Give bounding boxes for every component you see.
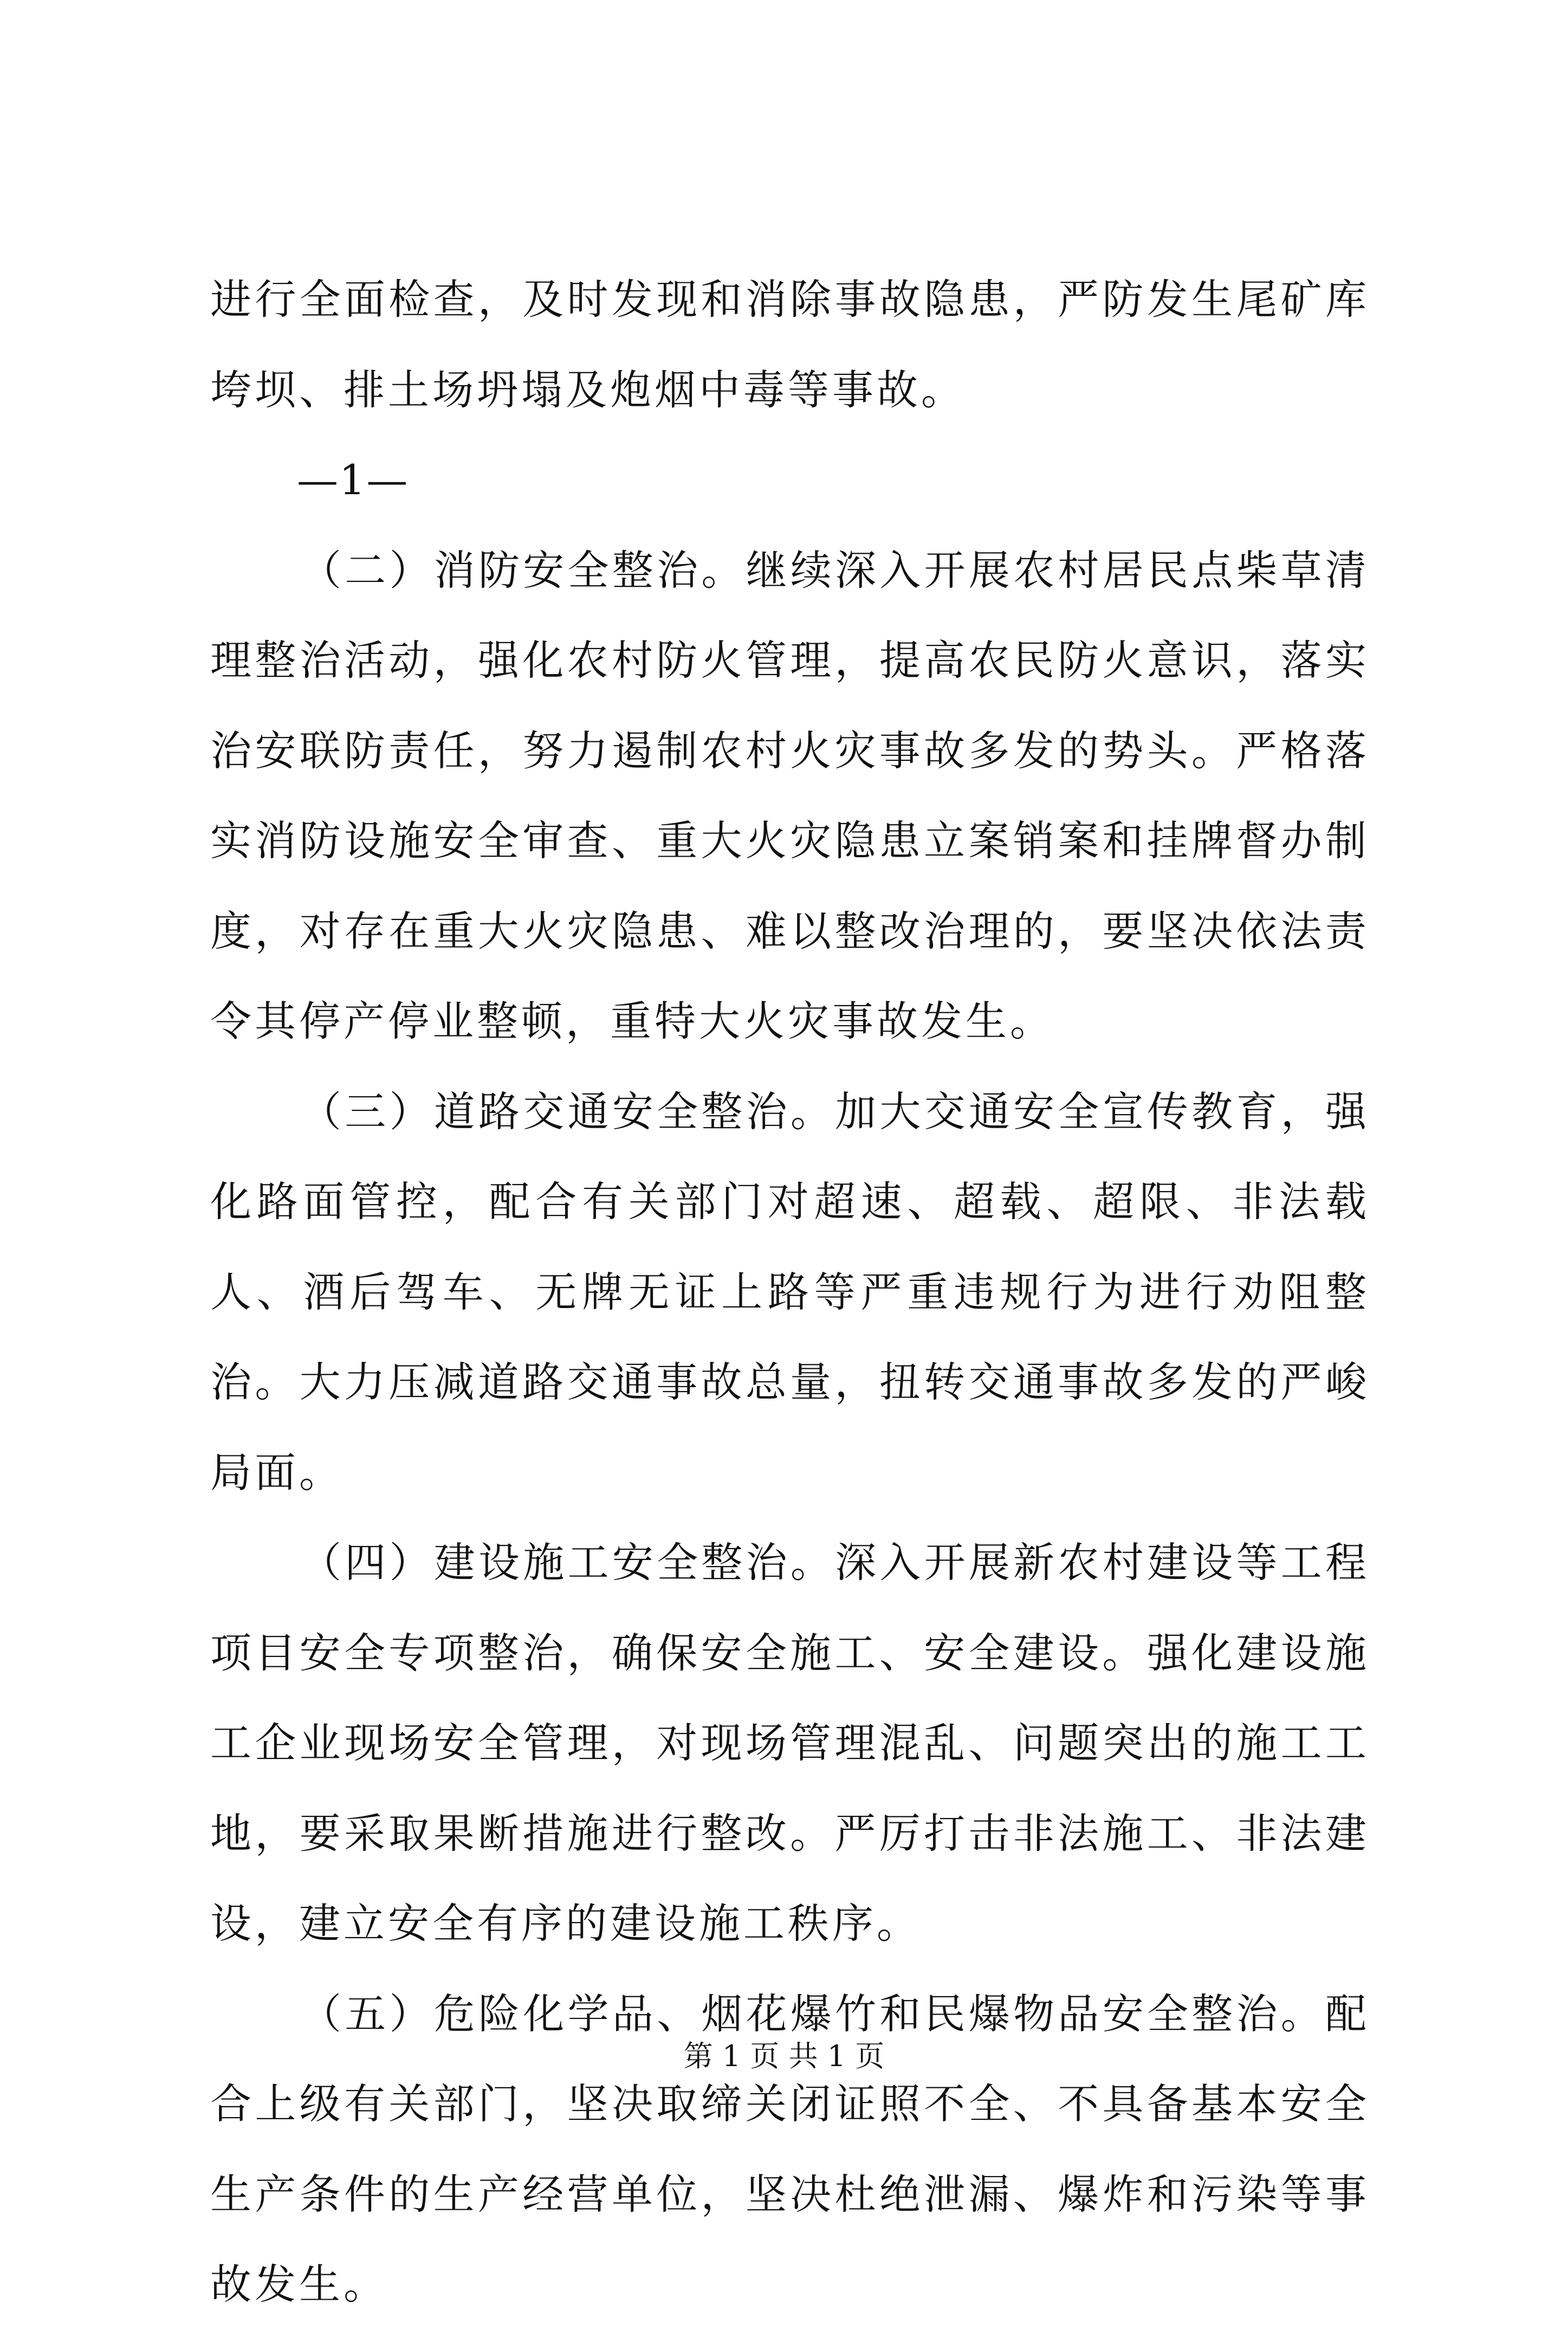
page-footer: 第 1 页 共 1 页 <box>683 2039 885 2073</box>
paragraph-hazardous-materials-safety: （五）危险化学品、烟花爆竹和民爆物品安全整治。配合上级有关部门，坚决取缔关闭证照不全、不具备基本安全生产条件的生产经营单位，坚决杜绝泄漏、爆炸和污染等事故发生。 <box>210 1989 1370 2308</box>
paragraph-continuation: 进行全面检查，及时发现和消除事故隐患，严防发生尾矿库垮坝、排土场坍塌及炮烟中毒等事故。 <box>210 275 1370 414</box>
paragraph-road-traffic-safety: （三）道路交通安全整治。加大交通安全宣传教育，强化路面管控，配合有关部门对超速、超载、超限、非法载人、酒后驾车、无牌无证上路等严重违规行为进行劝阻整治。大力压减道路交通事故总量，扭转交通事故多发的严峻局面。 <box>210 1087 1370 1497</box>
inline-page-number: —1— <box>297 456 409 504</box>
document-body <box>210 255 1370 2330</box>
paragraph-fire-safety: （二）消防安全整治。继续深入开展农村居民点柴草清理整治活动，强化农村防火管理，提高农民防火意识，落实治安联防责任，努力遏制农村火灾事故多发的势头。严格落实消防设施安全审查、重大火灾隐患立案销案和挂牌督办制度，对存在重大火灾隐患、难以整改治理的，要坚决依法责令其停产停业整顿，重特大火灾事故发生。 <box>210 546 1370 1045</box>
paragraph-construction-safety: （四）建设施工安全整治。深入开展新农村建设等工程项目安全专项整治，确保安全施工、安全建设。强化建设施工企业现场安全管理，对现场管理混乱、问题突出的施工工地，要采取果断措施进行整改。严厉打击非法施工、非法建设，建立安全有序的建设施工秩序。 <box>210 1538 1370 1947</box>
